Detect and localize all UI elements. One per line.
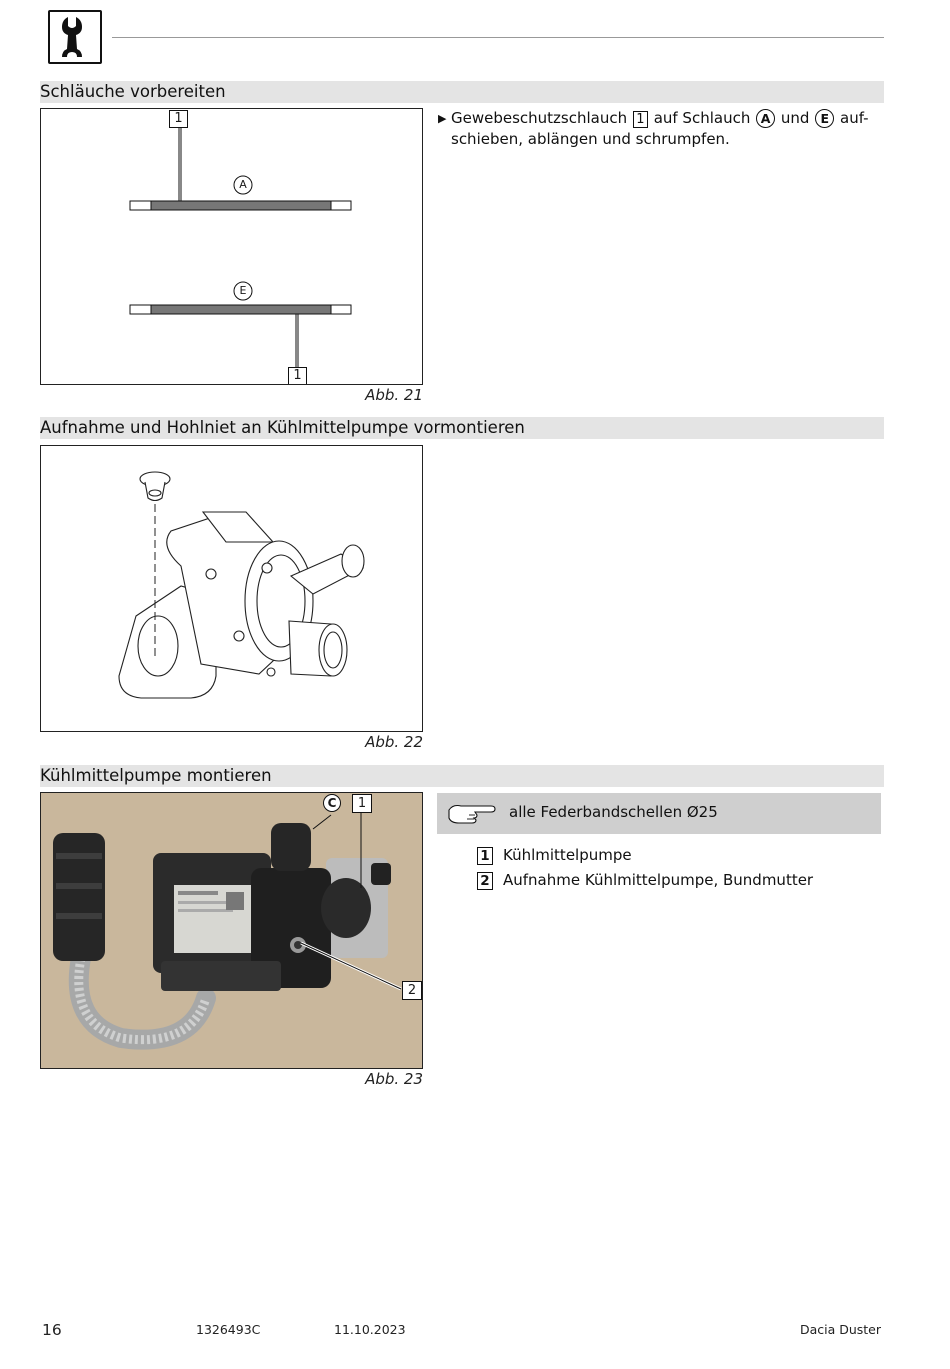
legend-item-1 [476,846,632,865]
legend-num: 1 [477,847,493,865]
pointing-hand-icon [445,798,497,828]
figure-21-caption: Abb. 21 [365,386,423,404]
fig23-label-c: C [323,794,341,812]
fig21-label-1-bottom: 1 [288,367,307,385]
section-title-mount-pump [40,765,884,787]
ref-circle-e: E [815,109,834,128]
bullet-arrow-icon: ▶ [438,112,447,125]
figure-22 [40,445,423,732]
figure-21 [40,108,423,385]
section-title-text: Kühlmittelpumpe montieren [40,766,272,785]
legend-num: 2 [477,872,493,890]
page-number: 16 [42,1321,62,1339]
note-box [437,793,881,834]
figure-22-caption: Abb. 22 [365,733,423,751]
doc-number: 1326493C [196,1322,261,1337]
note-text: alle Federbandschellen Ø25 [509,803,718,821]
step-text-2: auf Schlauch [653,109,751,127]
step-text-line2: schieben, ablängen und schrumpfen. [451,130,730,148]
wrench-icon [50,12,100,62]
header-rule [112,37,884,38]
step-text-1: Gewebeschutzschlauch [451,109,628,127]
step-text-3: und [780,109,810,127]
doc-date: 11.10.2023 [334,1322,406,1337]
fig21-label-a: A [239,178,247,191]
pump-line-drawing [41,446,423,732]
fig21-label-e: E [239,284,247,297]
ref-circle-a: A [756,109,775,128]
legend-text: Kühlmittelpumpe [503,846,632,864]
figure-23-caption: Abb. 23 [365,1070,423,1088]
step-text-4: auf- [840,109,869,127]
ref-box-1: 1 [633,111,648,128]
legend-text: Aufnahme Kühlmittelpumpe, Bundmutter [503,871,814,889]
section-title-text: Aufnahme und Hohlniet an Kühlmittelpumpe vormontieren [40,418,525,437]
legend-item-2 [476,871,813,890]
wrench-icon-box [48,10,102,64]
fig23-label-2: 2 [402,981,422,1000]
section-title-prepare-hoses [40,81,884,103]
section-title-text: Schläuche vorbereiten [40,82,226,101]
step-instruction [438,108,883,150]
fig21-label-1-top: 1 [169,110,188,128]
fig23-label-1: 1 [352,794,372,813]
section-title-premount-rivet [40,417,884,439]
figure-23-photo [40,792,423,1069]
vehicle-name: Dacia Duster [799,1322,881,1337]
hose-diagram [41,109,423,385]
pump-photo-illustration [41,793,423,1069]
